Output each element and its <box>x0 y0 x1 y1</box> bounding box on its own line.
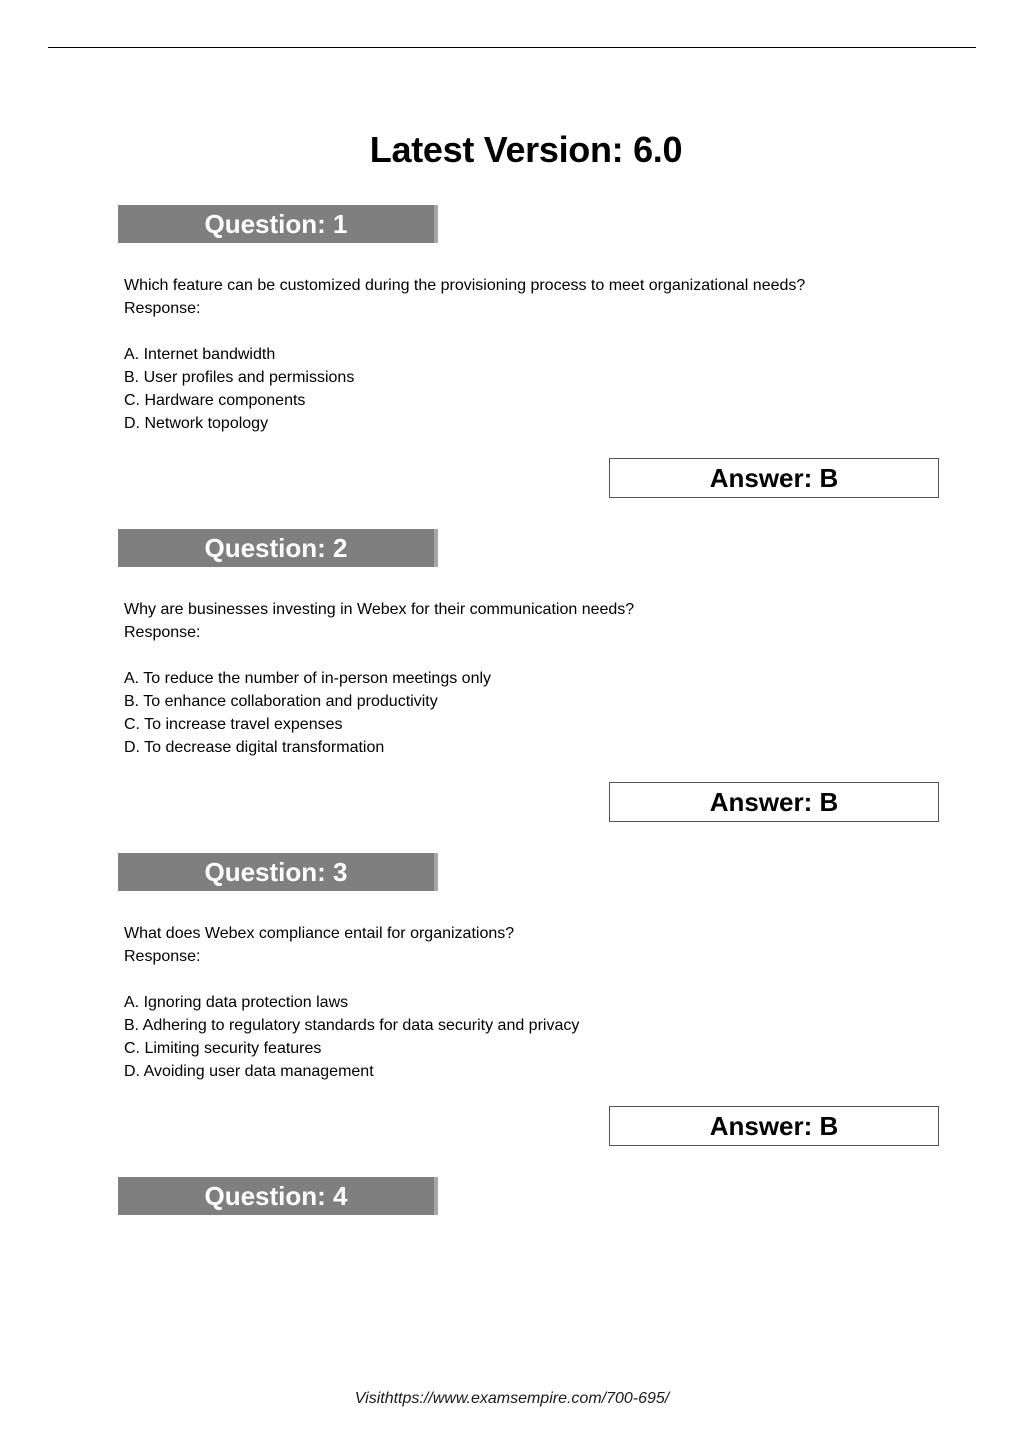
question-1-option-c: C. Hardware components <box>124 392 306 409</box>
question-3-option-a: A. Ignoring data protection laws <box>124 994 349 1011</box>
question-1-response-label: Response: <box>124 300 201 317</box>
question-3-option-c: C. Limiting security features <box>124 1040 322 1057</box>
question-1-text: Which feature can be customized during the provisioning process to meet organizational needs? <box>124 277 806 294</box>
question-1-option-b: B. User profiles and permissions <box>124 369 355 386</box>
question-3-answer: Answer: B <box>609 1106 939 1146</box>
question-3-response-label: Response: <box>124 948 201 965</box>
question-2-header: Question: 2 <box>118 529 438 567</box>
footer-link[interactable]: Visithttps://www.examsempire.com/700-695/ <box>354 1390 670 1407</box>
question-2-body <box>124 598 904 759</box>
question-2-option-a: A. To reduce the number of in-person meetings only <box>124 670 492 687</box>
question-3-header: Question: 3 <box>118 853 438 891</box>
question-3-text: What does Webex compliance entail for organizations? <box>124 925 515 942</box>
question-2-text: Why are businesses investing in Webex for their communication needs? <box>124 601 635 618</box>
question-2-response-label: Response: <box>124 624 201 641</box>
question-1-answer: Answer: B <box>609 458 939 498</box>
question-3-body <box>124 922 904 1083</box>
question-1-header: Question: 1 <box>118 205 438 243</box>
question-3-option-d: D. Avoiding user data management <box>124 1063 374 1080</box>
question-2-option-b: B. To enhance collaboration and productivity <box>124 693 438 710</box>
question-1-option-d: D. Network topology <box>124 415 269 432</box>
question-3-option-b: B. Adhering to regulatory standards for data security and privacy <box>124 1017 580 1034</box>
top-divider <box>48 47 976 48</box>
question-2-option-c: C. To increase travel expenses <box>124 716 343 733</box>
question-2-answer: Answer: B <box>609 782 939 822</box>
question-4-header: Question: 4 <box>118 1177 438 1215</box>
page-title: Latest Version: 6.0 <box>369 129 683 170</box>
question-1-option-a: A. Internet bandwidth <box>124 346 276 363</box>
question-1-body <box>124 274 904 435</box>
question-2-option-d: D. To decrease digital transformation <box>124 739 385 756</box>
